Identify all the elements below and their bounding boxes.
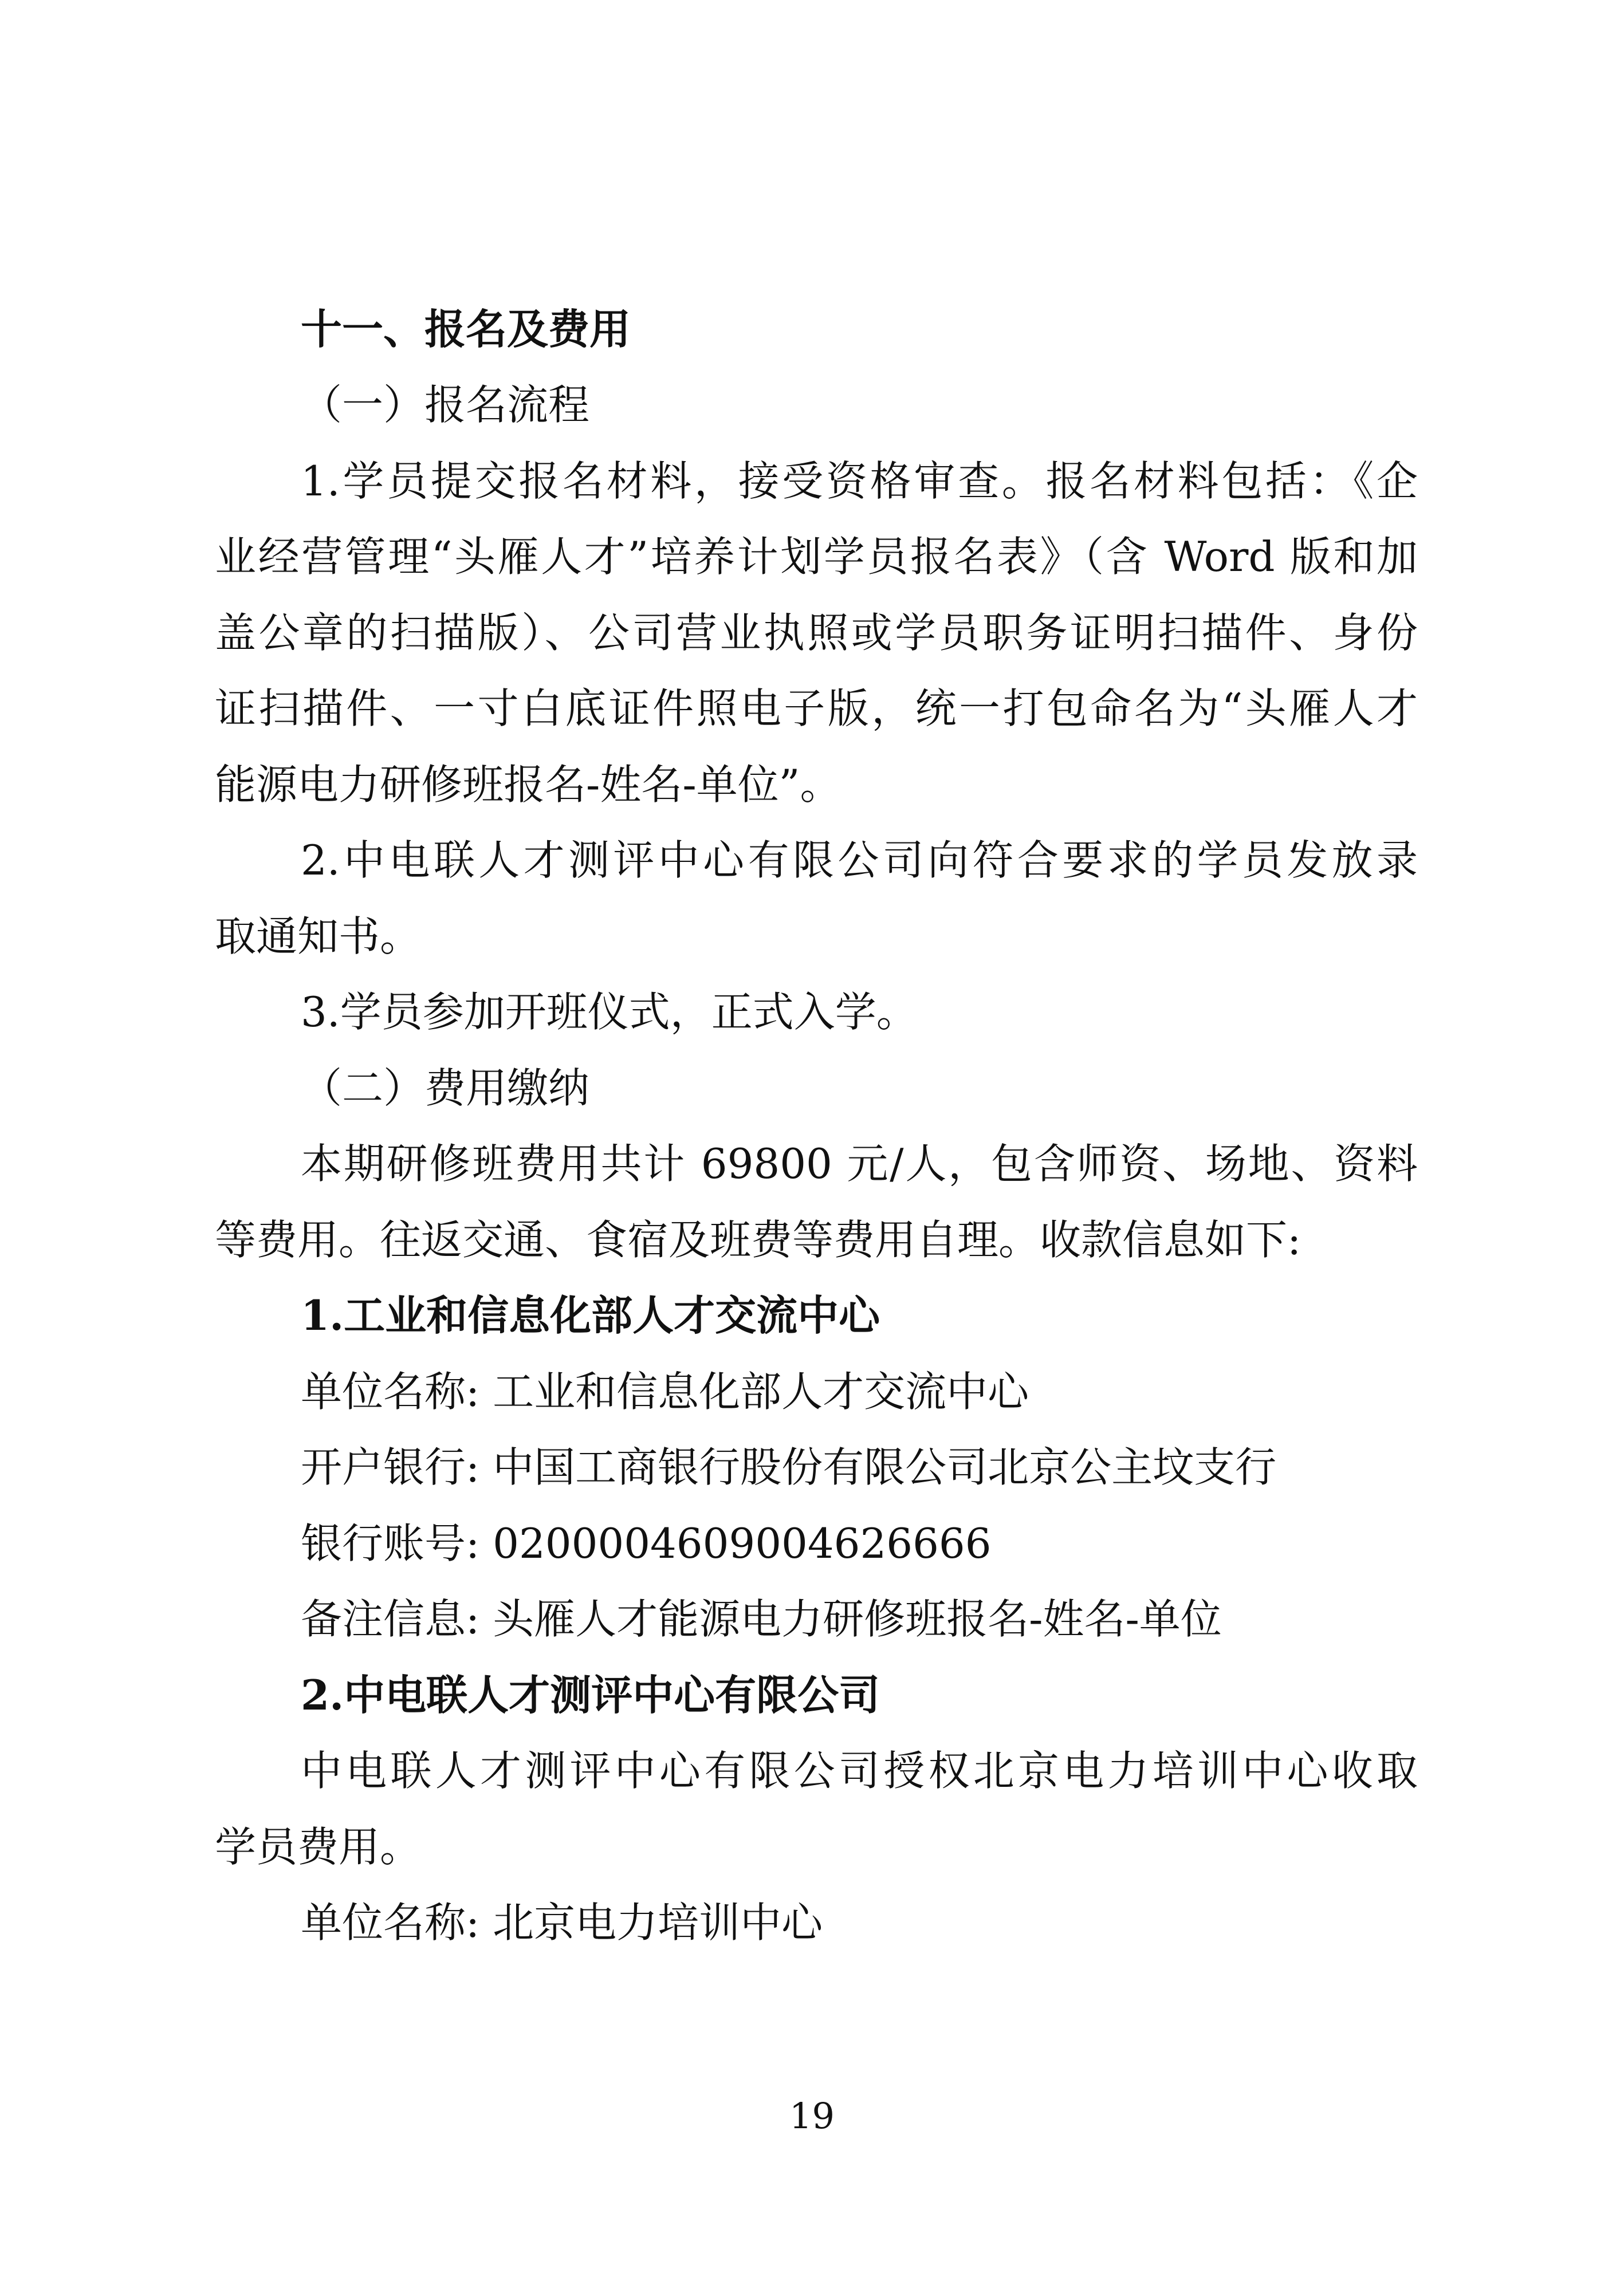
payee2-title: 2.中电联人才测评中心有限公司: [301, 1671, 880, 1719]
step1-line-2: 业经营管理“头雁人才”培养计划学员报名表》（含 Word 版和加: [215, 533, 1418, 581]
subsection-registration-title: （一）报名流程: [301, 381, 590, 429]
payee2-unit: 单位名称: 北京电力培训中心: [301, 1899, 823, 1947]
section-heading: 十一、报名及费用: [301, 305, 631, 353]
page-number: 19: [789, 2095, 835, 2137]
payee1-bank: 开户银行: 中国工商银行股份有限公司北京公主坟支行: [301, 1443, 1277, 1491]
payee1-title: 1.工业和信息化部人才交流中心: [301, 1291, 880, 1340]
step2-line-2: 取通知书。: [215, 912, 422, 960]
fee-line-1: 本期研修班费用共计 69800 元/人，包含师资、场地、资料: [301, 1140, 1418, 1188]
payee1-note: 备注信息: 头雁人才能源电力研修班报名-姓名-单位: [301, 1595, 1222, 1643]
step1-line-3: 盖公章的扫描版）、公司营业执照或学员职务证明扫描件、身份: [215, 609, 1418, 657]
payee2-desc-line-1: 中电联人才测评中心有限公司授权北京电力培训中心收取: [301, 1747, 1418, 1795]
step2-line-1: 2.中电联人才测评中心有限公司向符合要求的学员发放录: [301, 836, 1418, 884]
step3-line: 3.学员参加开班仪式，正式入学。: [301, 988, 918, 1036]
step1-line-1: 1.学员提交报名材料，接受资格审查。报名材料包括：《企: [301, 457, 1418, 505]
payee1-account: 银行账号: 0200004609004626666: [301, 1519, 992, 1568]
step1-line-5: 能源电力研修班报名-姓名-单位”。: [215, 761, 842, 809]
step1-line-4: 证扫描件、一寸白底证件照电子版，统一打包命名为“头雁人才: [215, 684, 1418, 732]
payee2-desc-line-2: 学员费用。: [215, 1823, 422, 1871]
subsection-fee-title: （二）费用缴纳: [301, 1064, 590, 1112]
payee1-unit: 单位名称: 工业和信息化部人才交流中心: [301, 1368, 1029, 1416]
fee-line-2: 等费用。往返交通、食宿及班费等费用自理。收款信息如下:: [215, 1216, 1301, 1264]
